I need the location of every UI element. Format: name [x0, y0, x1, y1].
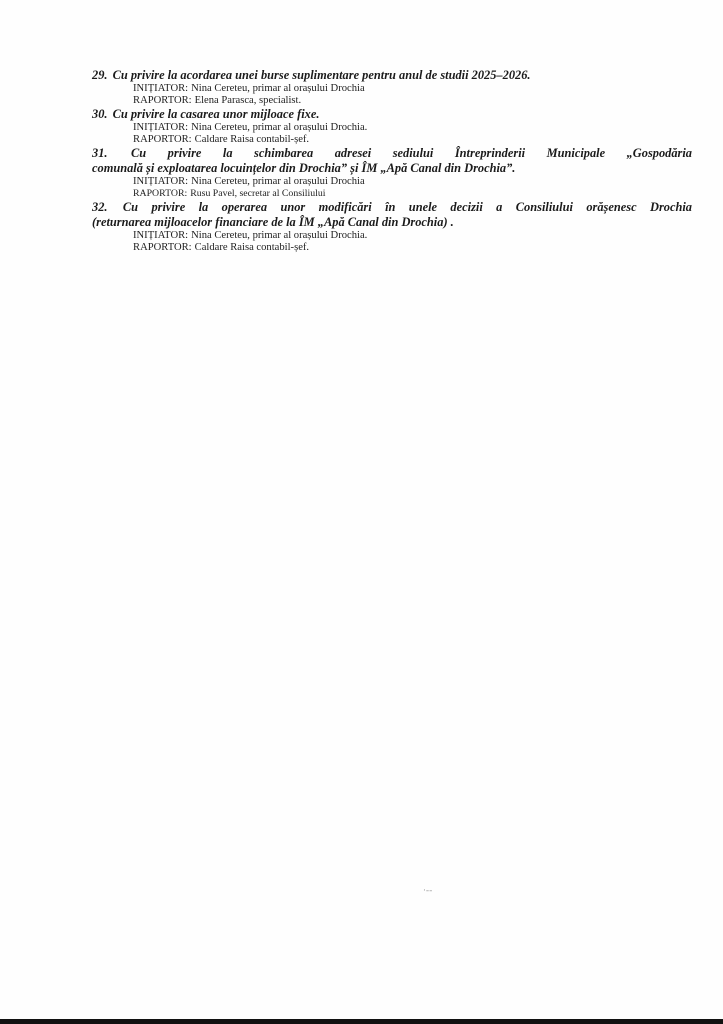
raportor-value: Caldare Raisa contabil-șef. [194, 134, 310, 145]
raportor-value: Caldare Raisa contabil-șef. [194, 242, 310, 253]
agenda-item-number: 32. [92, 200, 108, 214]
agenda-list [92, 68, 692, 254]
initiator-value: Nina Cereteu, primar al orașului Drochia [191, 176, 365, 187]
agenda-item-title-line-1 [92, 146, 692, 161]
initiator-line [133, 83, 692, 95]
initiator-value: Nina Cereteu, primar al orașului Drochia. [191, 230, 368, 241]
raportor-value: Elena Parasca, specialist. [194, 95, 302, 106]
initiator-label: INIȚIATOR: [133, 122, 189, 133]
raportor-line [133, 188, 692, 200]
agenda-item-title-line-2: (returnarea mijloacelor financiare de la ÎM „Apă Canal din Drochia) . [92, 215, 454, 229]
initiator-label: INIȚIATOR: [133, 176, 189, 187]
agenda-item-title [92, 68, 692, 83]
initiator-label: INIȚIATOR: [133, 83, 189, 94]
agenda-item-30 [92, 107, 692, 146]
raportor-line [133, 242, 692, 254]
agenda-item-title-line-2: comunală și exploatarea locuințelor din Drochia” și ÎM „Apă Canal din Drochia”. [92, 161, 516, 175]
raportor-line [133, 95, 692, 107]
agenda-item-number: 30. [92, 107, 108, 121]
agenda-item-title-text: Cu privire la operarea unor modificări în unele decizii a Consiliului orășenesc Drochia [122, 200, 692, 214]
initiator-line [133, 122, 692, 134]
initiator-line [133, 176, 692, 188]
agenda-item-31 [92, 146, 692, 200]
raportor-label: RAPORTOR: [133, 134, 192, 145]
raportor-label: RAPORTOR: [133, 188, 188, 199]
agenda-item-32 [92, 200, 692, 254]
agenda-item-title-line-1 [92, 200, 692, 215]
raportor-value: Rusu Pavel, secretar al Consiliului [190, 188, 326, 199]
initiator-value: Nina Cereteu, primar al orașului Drochia. [191, 122, 368, 133]
raportor-label: RAPORTOR: [133, 95, 192, 106]
agenda-item-number: 31. [92, 146, 108, 160]
initiator-line [133, 230, 692, 242]
raportor-line [133, 134, 692, 146]
agenda-item-title [92, 107, 692, 122]
agenda-item-29 [92, 68, 692, 107]
raportor-label: RAPORTOR: [133, 242, 192, 253]
agenda-item-title-text: Cu privire la casarea unor mijloace fixe. [112, 107, 320, 121]
scan-bottom-edge [0, 1019, 723, 1024]
agenda-item-title-text: Cu privire la schimbarea adresei sediului Întreprinderii Municipale „Gospodăria [131, 146, 693, 160]
scan-speck-mark: ·‐‐ [423, 886, 433, 896]
agenda-item-title-text: Cu privire la acordarea unei burse suplimentare pentru anul de studii 2025–2026. [112, 68, 531, 82]
initiator-label: INIȚIATOR: [133, 230, 189, 241]
agenda-item-number: 29. [92, 68, 108, 82]
initiator-value: Nina Cereteu, primar al orașului Drochia [191, 83, 365, 94]
